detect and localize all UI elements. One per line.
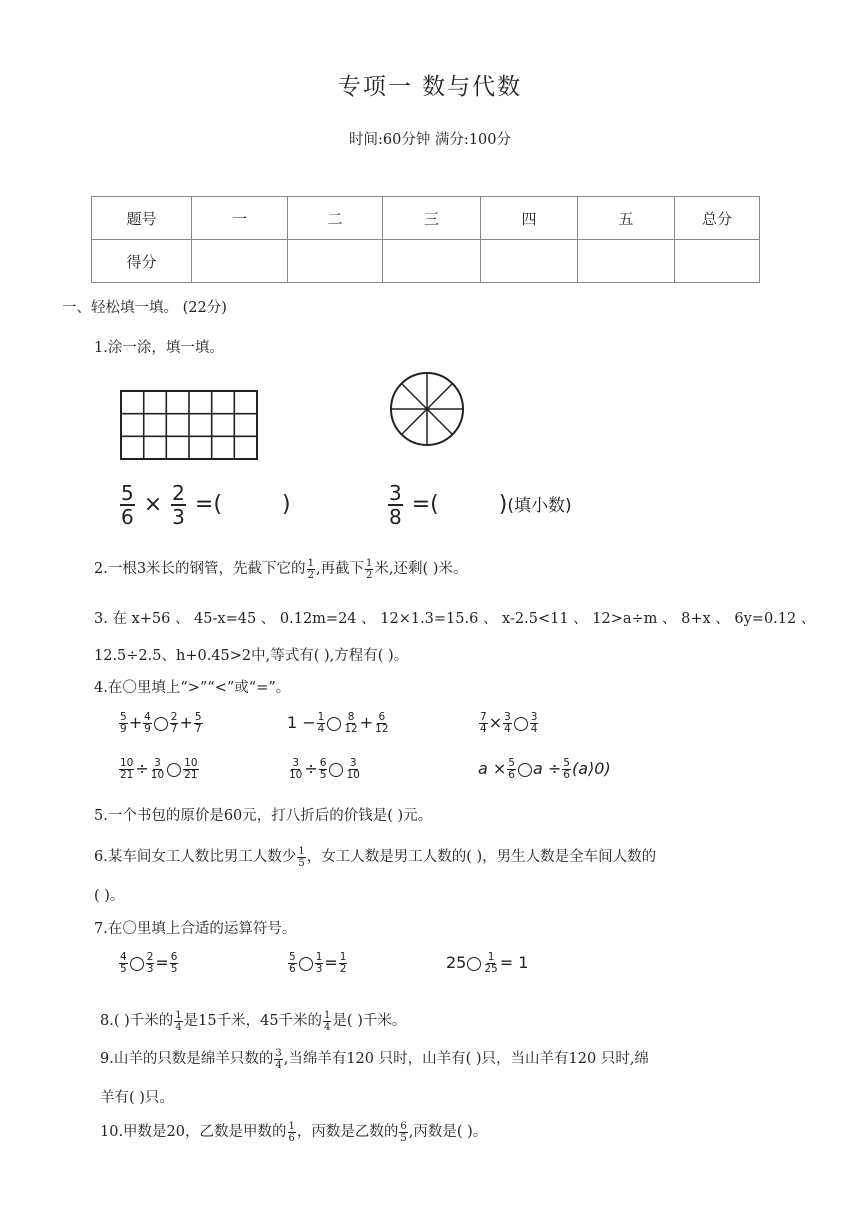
q4-item: $\frac{3}{10}$ ÷ $\frac{6}{5}$ $\frac{3}{10}$ xyxy=(289,757,360,781)
q1-expression-1: $\frac{5}{6}$ × $\frac{2}{3}$ =( ) xyxy=(121,481,291,529)
compare-circle[interactable] xyxy=(329,763,343,777)
score-cell[interactable] xyxy=(192,240,288,283)
question-3-line-1: 3. 在 x+56 、 45-x=45 、 0.12m=24 、 12×1.3=15.6 、 x-2.5<11 、 12>a÷m 、 8+x 、 6y=0.12 、 xyxy=(94,611,816,627)
operator-circle[interactable] xyxy=(130,957,144,971)
q7-item: 25 $\frac{1}{25}$ = 1 xyxy=(446,951,529,975)
compare-circle[interactable] xyxy=(518,763,532,777)
q4-item: $\frac{7}{4}$ × $\frac{3}{4}$ $\frac{3}{4}$ xyxy=(480,711,538,735)
grid-rectangle-figure[interactable] xyxy=(120,390,258,460)
header-cell: 一 xyxy=(192,197,288,240)
q7-item: $\frac{4}{5}$ $\frac{2}{3}$ = $\frac{6}{5}$ xyxy=(120,951,178,975)
question-8: 8.( )千米的 $\frac{1}{4}$ 是15千米，45千米的 $\frac{1}{4}$ 是( )千米。 xyxy=(100,1009,407,1033)
score-row-label: 得分 xyxy=(92,240,192,283)
question-2: 2.一根3米长的钢管，先截下它的 $\frac{1}{2}$ ,再截下 $\frac{1}{2}$ 米,还剩( )米。 xyxy=(94,557,468,581)
circle-figure[interactable] xyxy=(389,371,465,447)
score-table-score-row xyxy=(92,240,760,283)
header-cell: 题号 xyxy=(92,197,192,240)
q4-item: $\frac{10}{21}$ ÷ $\frac{3}{10}$ $\frac{10}{21}$ xyxy=(120,757,198,781)
question-4: 4.在〇里填上“>”“<”或“=”。 xyxy=(94,680,291,696)
question-7: 7.在〇里填上合适的运算符号。 xyxy=(94,921,297,937)
header-cell: 五 xyxy=(578,197,675,240)
question-9: 9.山羊的只数是绵羊只数的 $\frac{3}{4}$ ,当绵羊有120 只时，山羊有( )只，当山羊有120 只时,绵 xyxy=(100,1047,649,1071)
exam-time-score: 时间:60分钟 满分:100分 xyxy=(348,132,511,148)
q4-item: 1 − $\frac{1}{4}$ $\frac{8}{12}$ + $\frac{6}{12}$ xyxy=(287,711,389,735)
q4-item: a × $\frac{5}{6}$ a ÷ $\frac{5}{6}$ (a⟩0) xyxy=(478,757,611,781)
operator-circle[interactable] xyxy=(467,957,481,971)
header-cell: 总分 xyxy=(675,197,760,240)
q4-item: $\frac{5}{9}$ + $\frac{4}{9}$ $\frac{2}{7}$ + $\frac{5}{7}$ xyxy=(120,711,202,735)
q7-item: $\frac{5}{6}$ $\frac{1}{3}$ = $\frac{1}{2}$ xyxy=(289,951,347,975)
compare-circle[interactable] xyxy=(514,717,528,731)
score-table xyxy=(91,196,760,283)
question-9-line-2: 羊有( )只。 xyxy=(100,1090,174,1106)
compare-circle[interactable] xyxy=(167,763,181,777)
section-heading: 一、轻松填一填。 (22分) xyxy=(62,300,227,316)
compare-circle[interactable] xyxy=(327,717,341,731)
question-6-line-2: ( )。 xyxy=(94,888,125,904)
score-cell[interactable] xyxy=(288,240,383,283)
q1-expression-2: $\frac{3}{8}$ =( )(填小数) xyxy=(389,481,572,529)
header-cell: 三 xyxy=(383,197,481,240)
operator-circle[interactable] xyxy=(299,957,313,971)
page-title: 专项一 数与代数 xyxy=(337,74,523,100)
question-5: 5.一个书包的原价是60元，打八折后的价钱是( )元。 xyxy=(94,808,433,824)
question-10: 10.甲数是20，乙数是甲数的 $\frac{1}{6}$ ，丙数是乙数的 $\frac{6}{5}$ ,丙数是( )。 xyxy=(100,1120,488,1144)
score-cell[interactable] xyxy=(675,240,760,283)
compare-circle[interactable] xyxy=(154,717,168,731)
question-6: 6.某车间女工人数比男工人数少 $\frac{1}{5}$ ，女工人数是男工人数的( )，男生人数是全车间人数的 xyxy=(94,845,657,869)
score-table-header-row xyxy=(92,197,760,240)
score-cell[interactable] xyxy=(578,240,675,283)
score-cell[interactable] xyxy=(383,240,481,283)
score-cell[interactable] xyxy=(481,240,578,283)
question-1: 1.涂一涂，填一填。 xyxy=(94,340,224,356)
header-cell: 四 xyxy=(481,197,578,240)
question-3-line-2: 12.5÷2.5、h+0.45>2中,等式有( ),方程有( )。 xyxy=(94,648,409,664)
header-cell: 二 xyxy=(288,197,383,240)
